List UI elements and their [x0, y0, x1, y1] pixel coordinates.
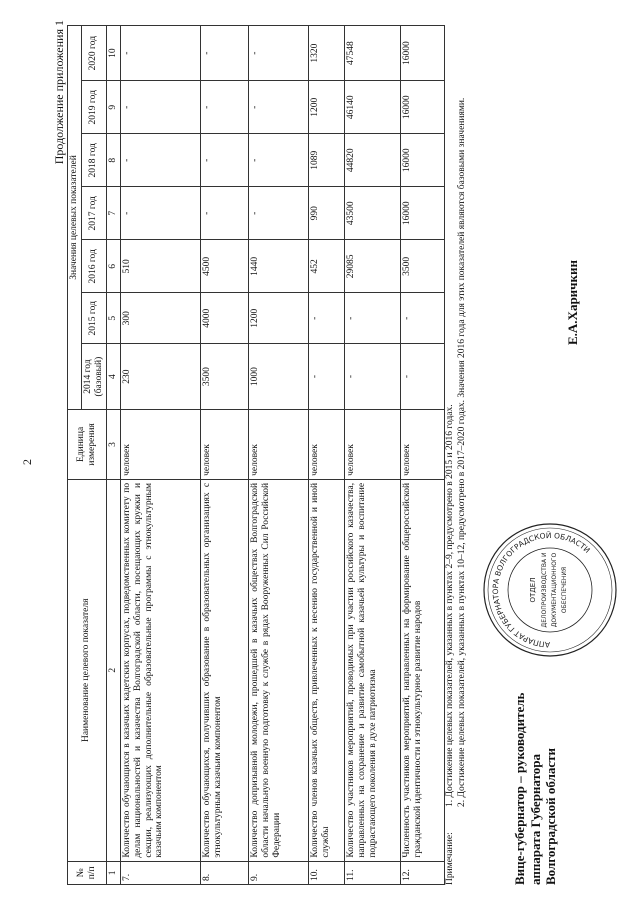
seal-line: ДЕЛОПРОИЗВОДСТВА И — [541, 552, 548, 628]
col-number: 4 — [106, 344, 120, 410]
value-cell: - — [248, 187, 308, 240]
header-year: 2018 год — [81, 134, 106, 187]
row-number: 7. — [120, 861, 200, 884]
notes-label: Примечание: — [445, 832, 455, 885]
header-year: 2020 год — [81, 26, 106, 81]
value-cell: 452 — [308, 240, 344, 293]
value-cell: 990 — [308, 187, 344, 240]
header-num: № п/п — [68, 861, 107, 884]
continuation-label: Продолжение приложения 1 — [52, 20, 66, 165]
table-row — [248, 26, 308, 885]
value-cell: 1200 — [308, 81, 344, 134]
value-cell: 230 — [120, 344, 200, 410]
value-cell: 29085 — [344, 240, 400, 293]
notes-section — [444, 25, 469, 885]
table-row — [120, 26, 200, 885]
header-year: 2014 год (базовый) — [81, 344, 106, 410]
indicator-name: Количество допризывной молодежи, прошедшей в казачьих обществах Волгоградской области начальную военную подготовку к службе в рядах Вооруженных Сил Российской Федерации — [248, 479, 308, 861]
value-cell: - — [200, 26, 248, 81]
value-cell: - — [120, 81, 200, 134]
table-row — [200, 26, 248, 885]
value-cell: - — [344, 344, 400, 410]
row-number: 11. — [344, 861, 400, 884]
value-cell: 46140 — [344, 81, 400, 134]
table-row — [344, 26, 400, 885]
value-cell: - — [248, 134, 308, 187]
header-unit: Единица измерения — [68, 409, 107, 479]
value-cell: - — [248, 26, 308, 81]
col-number: 1 — [106, 861, 120, 884]
value-cell: 3500 — [400, 240, 444, 293]
col-number: 3 — [106, 409, 120, 479]
indicator-unit: человек — [248, 409, 308, 479]
note-item: 1. Достижение целевых показателей, указанных в пунктах 2–9, предусмотрено в 2015 и 2016 годах. — [445, 404, 455, 807]
table-row — [308, 26, 344, 885]
col-number: 2 — [106, 479, 120, 861]
position-line: Волгоградской области — [543, 747, 559, 885]
value-cell: 4500 — [200, 240, 248, 293]
position-line: Вице-губернатор – руководитель — [512, 692, 527, 885]
value-cell: 16000 — [400, 187, 444, 240]
value-cell: 4000 — [200, 293, 248, 344]
indicator-name: Количество обучающихся, получивших образование в образовательных организациях с этнокультурным казачьим компонентом — [200, 479, 248, 861]
table-row — [400, 26, 444, 885]
indicator-name: Численность участников мероприятий, направленных на формирование общероссийской гражданской идентичности и этнокультурное развитие народов — [400, 479, 444, 861]
header-year: 2016 год — [81, 240, 106, 293]
col-number: 9 — [106, 81, 120, 134]
indicator-unit: человек — [400, 409, 444, 479]
position-line: аппарата Губернатора — [527, 753, 543, 885]
value-cell: - — [120, 187, 200, 240]
header-year: 2019 год — [81, 81, 106, 134]
value-cell: - — [120, 26, 200, 81]
value-cell: 1000 — [248, 344, 308, 410]
header-year: 2015 год — [81, 293, 106, 344]
indicator-unit: человек — [200, 409, 248, 479]
value-cell: 3500 — [200, 344, 248, 410]
col-number: 8 — [106, 134, 120, 187]
value-cell: 16000 — [400, 26, 444, 81]
value-cell: 510 — [120, 240, 200, 293]
page-number: 2 — [20, 459, 34, 465]
seal-line: ОТДЕЛ — [529, 577, 537, 603]
value-cell: - — [248, 81, 308, 134]
value-cell: - — [200, 187, 248, 240]
value-cell: - — [200, 134, 248, 187]
value-cell: - — [400, 293, 444, 344]
row-number: 12. — [400, 861, 444, 884]
official-seal — [480, 520, 620, 660]
value-cell: - — [344, 293, 400, 344]
signatory-name: Е.А.Харичкин — [565, 260, 580, 345]
col-number: 7 — [106, 187, 120, 240]
col-number: 10 — [106, 26, 120, 81]
header-year: 2017 год — [81, 187, 106, 240]
row-number: 10. — [308, 861, 344, 884]
col-number: 5 — [106, 293, 120, 344]
value-cell: - — [400, 344, 444, 410]
indicator-unit: человек — [308, 409, 344, 479]
value-cell: - — [308, 293, 344, 344]
value-cell: 43500 — [344, 187, 400, 240]
value-cell: 1320 — [308, 26, 344, 81]
seal-line: ДОКУМЕНТАЦИОННОГО — [551, 552, 558, 628]
value-cell: 16000 — [400, 134, 444, 187]
value-cell: 47548 — [344, 26, 400, 81]
indicator-name: Количество обучающихся в казачьих кадетских корпусах, подведомственных комитету по делам национальностей и казачества Волгоградской области, посещающих кружки и секции, реализующих дополнительные образовательные программы с этнокультурным казачьим компонентом — [120, 479, 200, 861]
value-cell: - — [120, 134, 200, 187]
value-cell: 1089 — [308, 134, 344, 187]
col-number: 6 — [106, 240, 120, 293]
row-number: 8. — [200, 861, 248, 884]
value-cell: - — [200, 81, 248, 134]
value-cell: 1200 — [248, 293, 308, 344]
value-cell: 16000 — [400, 81, 444, 134]
indicator-name: Количество членов казачьих обществ, привлеченных к несению государственной и иной службы — [308, 479, 344, 861]
seal-ring-text: АППАРАТ ГУБЕРНАТОРА ВОЛГОГРАДСКОЙ ОБЛАСТИ — [490, 530, 592, 650]
indicator-name: Количество участников мероприятий, проводимых при участии российского казачества, направленных на сохранение и развитие самобытной казачьей культуры и воспитание подрастающего поколения в духе патриотизма — [344, 479, 400, 861]
indicator-unit: человек — [120, 409, 200, 479]
signature-position — [512, 693, 559, 885]
note-item: 2. Достижение целевых показателей, указанных в пунктах 10–12, предусмотрено в 2017–2020 годах. Значения 2016 года для этих показателей являются базовыми значениями. — [457, 97, 468, 807]
header-values-group: Значения целевых показателей — [68, 26, 82, 410]
header-name: Наименование целевого показателя — [68, 479, 107, 861]
indicator-unit: человек — [344, 409, 400, 479]
value-cell: 300 — [120, 293, 200, 344]
value-cell: - — [308, 344, 344, 410]
seal-line: ОБЕСПЕЧЕНИЯ — [561, 566, 568, 614]
indicators-table — [67, 25, 445, 885]
value-cell: 1440 — [248, 240, 308, 293]
row-number: 9. — [248, 861, 308, 884]
value-cell: 44820 — [344, 134, 400, 187]
